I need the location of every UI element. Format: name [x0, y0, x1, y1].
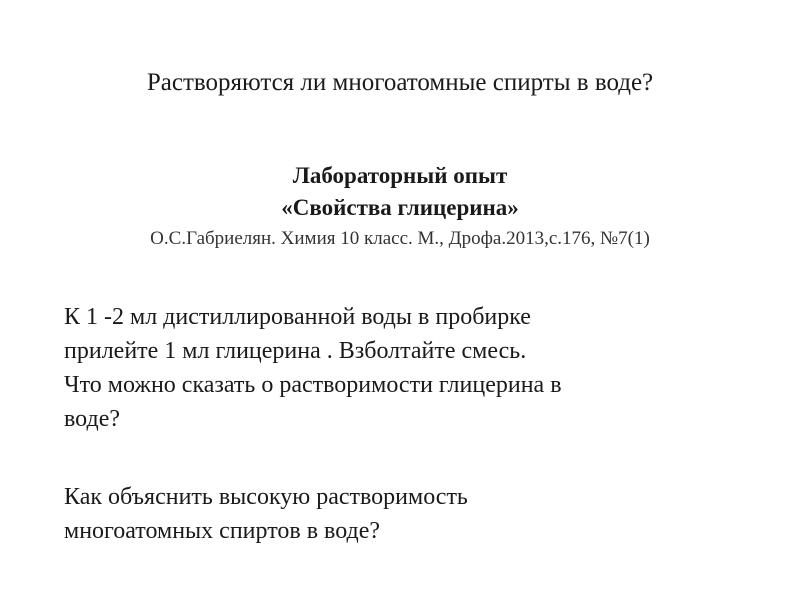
instruction-line: воде?: [64, 406, 120, 432]
lab-experiment-block: [0, 160, 800, 254]
lab-subtitle: «Свойства глицерина»: [281, 195, 519, 220]
final-question-line: Как объяснить высокую растворимость: [64, 484, 468, 510]
instruction-line: Что можно сказать о растворимости глицерина в: [64, 372, 562, 398]
instruction-text: [64, 300, 744, 436]
final-question-line: многоатомных спиртов в воде?: [64, 518, 381, 544]
final-question: [64, 480, 744, 548]
main-question: Растворяются ли многоатомные спирты в воде?: [146, 69, 654, 96]
instruction-line: прилейте 1 мл глицерина . Взболтайте смесь.: [64, 338, 527, 364]
lab-title: Лабораторный опыт: [292, 163, 508, 188]
lab-reference: О.С.Габриелян. Химия 10 класс. М., Дрофа.2013,с.176, №7(1): [150, 228, 650, 249]
instruction-line: К 1 -2 мл дистиллированной воды в пробирке: [64, 304, 531, 330]
